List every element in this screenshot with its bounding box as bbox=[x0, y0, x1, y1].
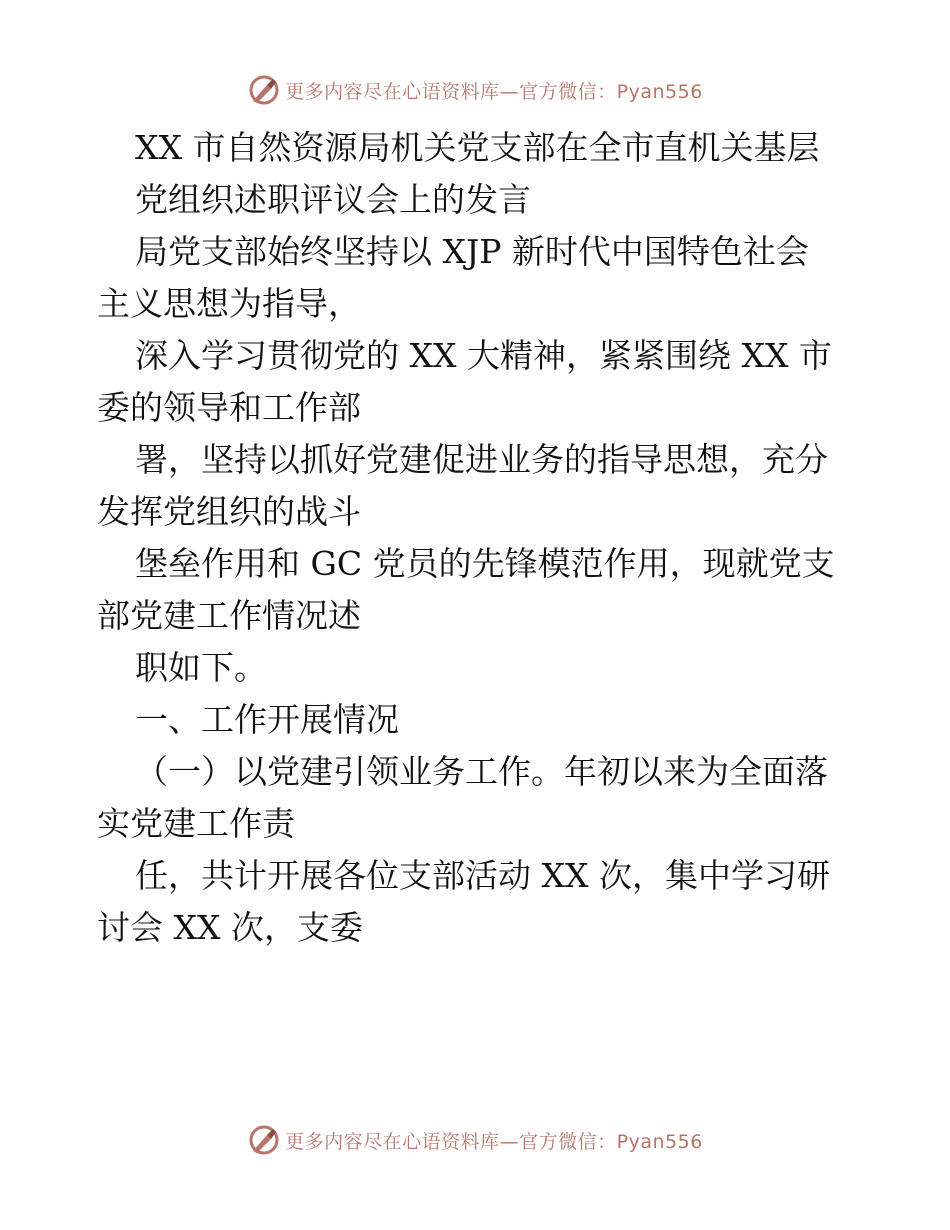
text-line: 署，坚持以抓好党建促进业务的指导思想，充分 bbox=[135, 440, 828, 479]
text-line: 局党支部始终坚持以 XJP 新时代中国特色社会 bbox=[135, 232, 809, 271]
text-line: （一）以党建引领业务工作。年初以来为全面落 bbox=[135, 752, 828, 791]
text-line: 党组织述职评议会上的发言 bbox=[135, 180, 531, 219]
watermark-footer bbox=[0, 1120, 950, 1160]
text-line: 堡垒作用和 GC 党员的先锋模范作用，现就党支 bbox=[135, 544, 835, 583]
watermark-text: 更多内容尽在心语资料库—官方微信：Pyan556 bbox=[285, 80, 703, 103]
pen-logo-icon bbox=[247, 73, 281, 107]
text-line: 讨会 XX 次，支委 bbox=[97, 908, 363, 947]
text-line: XX 市自然资源局机关党支部在全市直机关基层 bbox=[135, 128, 820, 167]
watermark-header bbox=[0, 70, 950, 110]
watermark-text: 更多内容尽在心语资料库—官方微信：Pyan556 bbox=[285, 1130, 703, 1153]
document-body bbox=[97, 122, 857, 954]
text-line: 职如下。 bbox=[135, 648, 267, 687]
text-line: 部党建工作情况述 bbox=[97, 596, 361, 635]
text-line: 深入学习贯彻党的 XX 大精神，紧紧围绕 XX 市 bbox=[135, 336, 832, 375]
text-line: 发挥党组织的战斗 bbox=[97, 492, 361, 531]
text-line: 主义思想为指导， bbox=[97, 284, 361, 323]
pen-logo-icon bbox=[247, 1123, 281, 1157]
text-line: 委的领导和工作部 bbox=[97, 388, 361, 427]
text-line: 一、工作开展情况 bbox=[135, 700, 399, 739]
text-line: 实党建工作责 bbox=[97, 804, 295, 843]
text-line: 任，共计开展各位支部活动 XX 次，集中学习研 bbox=[135, 856, 830, 895]
